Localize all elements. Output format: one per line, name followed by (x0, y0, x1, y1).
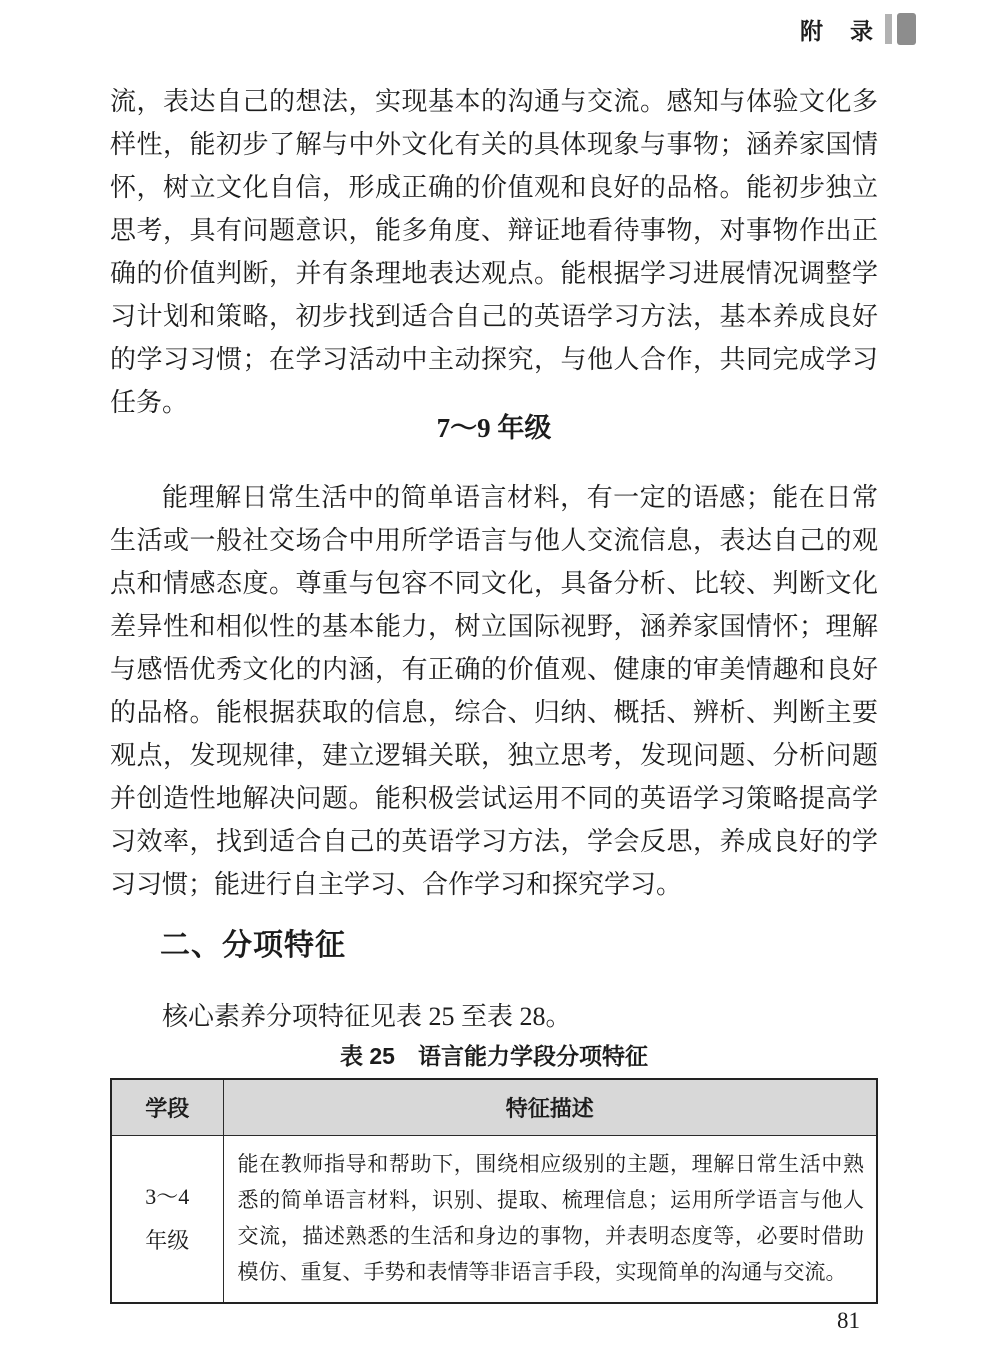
table-intro-text: 核心素养分项特征见表 25 至表 28。 (162, 1002, 572, 1031)
grade-cell-line2: 年级 (145, 1227, 190, 1253)
appendix-marker-icon (885, 13, 916, 45)
table-intro-block (110, 995, 878, 1038)
table-row (111, 1135, 877, 1303)
table-header-row (111, 1079, 877, 1135)
description-cell: 能在教师指导和帮助下，围绕相应级别的主题，理解日常生活中熟悉的简单语言材料，识别、提取、梳理信息；运用所学语言与他人交流，描述熟悉的生活和身边的事物，并表明态度等，必要时借助模仿、重复、手势和表情等非语言手段，实现简单的沟通与交流。 (223, 1135, 877, 1303)
page-number: 81 (837, 1308, 860, 1333)
paragraph-grade7-9-block (110, 476, 878, 906)
running-header (800, 12, 916, 46)
column-header-grade: 学段 (111, 1079, 223, 1135)
paragraph-continued: 流，表达自己的想法，实现基本的沟通与交流。感知与体验文化多样性，能初步了解与中外文化有关的具体现象与事物；涵养家国情怀，树立文化自信，形成正确的价值观和良好的品格。能初步独立思考，具有问题意识，能多角度、辩证地看待事物，对事物作出正确的价值判断，并有条理地表达观点。能根据学习进展情况调整学习计划和策略，初步找到适合自己的英语学习方法，基本养成良好的学习习惯；在学习活动中主动探究，与他人合作，共同完成学习任务。 (110, 87, 878, 417)
section-heading: 二、分项特征 (160, 929, 346, 962)
grade-cell (111, 1135, 223, 1303)
appendix-header-title: 附 录 (800, 18, 875, 44)
feature-table (110, 1078, 878, 1304)
column-header-description: 特征描述 (223, 1079, 877, 1135)
paragraph-grade7-9: 能理解日常生活中的简单语言材料，有一定的语感；能在日常生活或一般社交场合中用所学语言与他人交流信息，表达自己的观点和情感态度。尊重与包容不同文化，具备分析、比较、判断文化差异性和相似性的基本能力，树立国际视野，涵养家国情怀；理解与感悟优秀文化的内涵，有正确的价值观、健康的审美情趣和良好的品格。能根据获取的信息，综合、归纳、概括、辨析、判断主要观点，发现规律，建立逻辑关联，独立思考，发现问题、分析问题并创造性地解决问题。能积极尝试运用不同的英语学习策略提高学习效率，找到适合自己的英语学习方法，学会反思，养成良好的学习习惯；能进行自主学习、合作学习和探究学习。 (110, 483, 878, 899)
marker-bar-light-icon (885, 14, 892, 44)
table-caption: 表 25 语言能力学段分项特征 (340, 1043, 648, 1069)
marker-bar-dark-icon (897, 13, 916, 45)
grade-band-heading: 7～9 年级 (436, 413, 552, 443)
grade-cell-line1: 3～4 (145, 1183, 190, 1209)
paragraph-continued-block (110, 80, 878, 424)
